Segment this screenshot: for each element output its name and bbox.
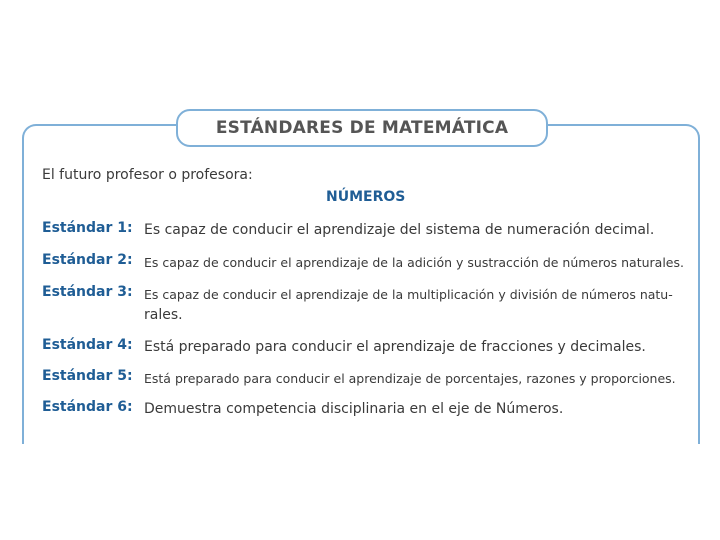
- standard-label: Estándar 6:: [42, 399, 133, 415]
- standard-line: Es capaz de conducir el aprendizaje de la multiplicación y división de números natu-: [144, 287, 673, 302]
- section-heading: NÚMEROS: [326, 189, 406, 205]
- standard-description: [144, 399, 692, 420]
- title-banner: [176, 109, 548, 147]
- standard-description: [144, 368, 692, 389]
- standard-line: Está preparado para conducir el aprendizaje de fracciones y decimales.: [144, 339, 646, 355]
- standard-line: Es capaz de conducir el aprendizaje de la adición y sustracción de números naturales.: [144, 255, 684, 270]
- standard-line: Está preparado para conducir el aprendizaje de porcentajes, razones y proporciones.: [144, 371, 676, 386]
- standard-line: Es capaz de conducir el aprendizaje del sistema de numeración decimal.: [144, 222, 655, 238]
- standard-label: Estándar 2:: [42, 252, 133, 268]
- standard-description: [144, 337, 692, 358]
- standard-label: Estándar 4:: [42, 337, 133, 353]
- standard-label: Estándar 3:: [42, 284, 133, 300]
- standard-label: Estándar 5:: [42, 368, 133, 384]
- standard-line: rales.: [144, 307, 183, 323]
- standard-description: [144, 220, 692, 241]
- standard-description: [144, 252, 692, 273]
- standard-line: Demuestra competencia disciplinaria en el eje de Números.: [144, 401, 564, 417]
- standard-label: Estándar 1:: [42, 220, 133, 236]
- standard-description: [144, 284, 692, 326]
- page-title: ESTÁNDARES DE MATEMÁTICA: [215, 118, 509, 138]
- intro-text: El futuro profesor o profesora:: [42, 167, 253, 183]
